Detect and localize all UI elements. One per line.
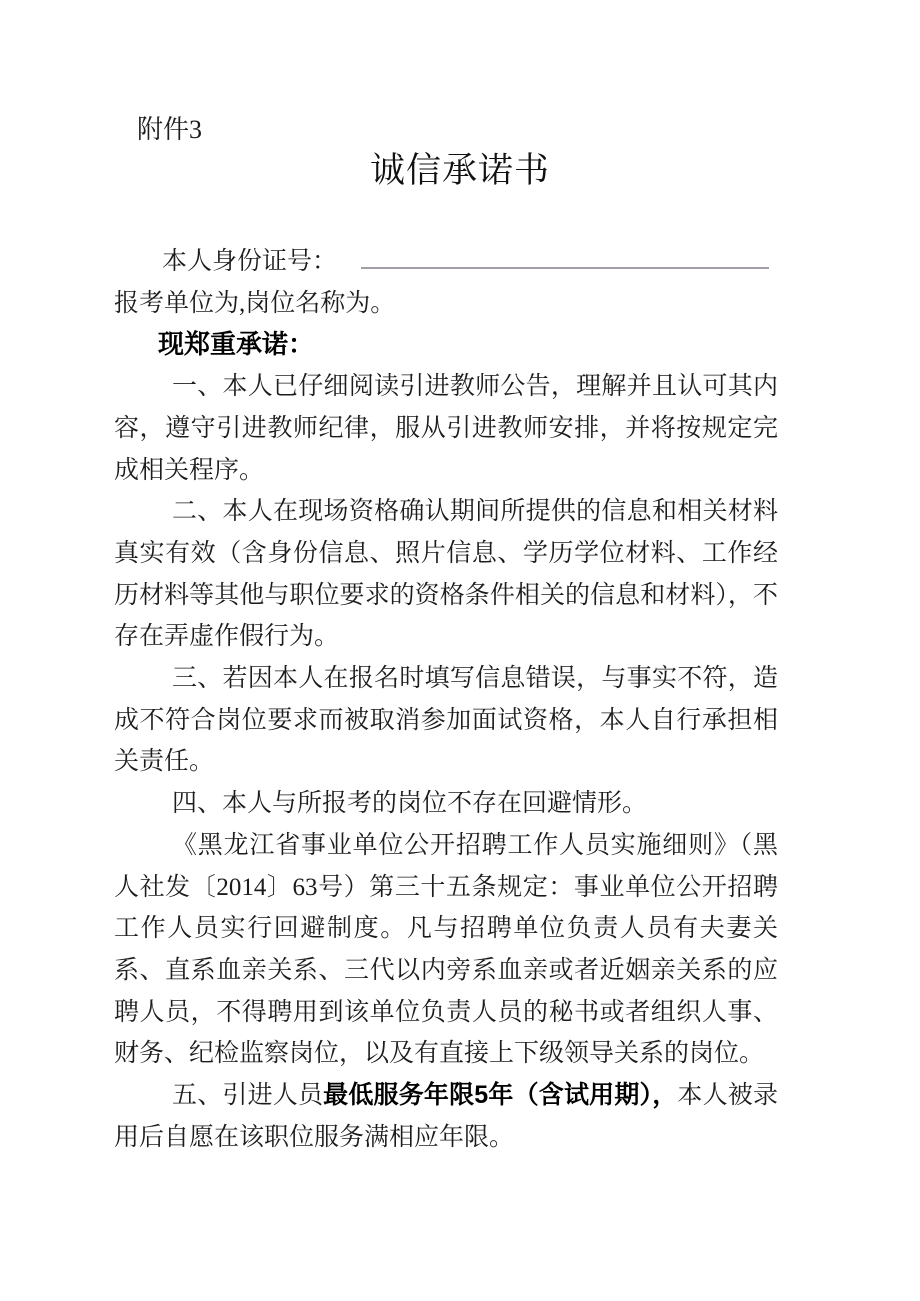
id-number-label: 本人身份证号： [162, 248, 338, 275]
paragraph-text: 二、本人在现场资格确认期间所提供的信息和相关材料真实有效（含身份信息、照片信息、学历学位材料、工作经历材料等其他与职位要求的资格条件相关的信息和材料），不存在弄虚作假行为。 [114, 498, 778, 651]
paragraph-text: 本人被录用后自愿在该职位服务满相应年限。 [114, 1082, 778, 1151]
pledge-heading: 现郑重承诺： [158, 329, 315, 360]
paragraph-item-5 [114, 1075, 778, 1158]
paragraph-item-4 [114, 783, 778, 825]
regulation-paragraph [114, 825, 778, 1075]
paragraph-item-3 [114, 658, 778, 783]
paragraph-text: 三、若因本人在报名时填写信息错误，与事实不符，造成不符合岗位要求而被取消参加面试资格，本人自行承担相关责任。 [114, 665, 778, 776]
attachment-label: 附件3 [137, 115, 203, 144]
document-body [114, 241, 778, 1158]
emphasized-service-term-text: 最低服务年限5年（含试用期）， [323, 1081, 678, 1110]
paragraph-item-2 [114, 491, 778, 658]
id-number-blank-field[interactable] [361, 242, 769, 269]
document-title: 诚信承诺书 [369, 151, 550, 190]
paragraph-text: 《黑龙江省事业单位公开招聘工作人员实施细则》（黑人社发〔2014〕63号）第三十五条规定：事业单位公开招聘工作人员实行回避制度。凡与招聘单位负责人员有夫妻关系、直系血亲关系、三代以内旁系血亲或者近姻亲关系的应聘人员，不得聘用到该单位负责人员的秘书或者组织人事、财务、纪检监察岗位，以及有直接上下级领导关系的岗位。 [114, 831, 778, 1068]
paragraph-text: 四、本人与所报考的岗位不存在回避情形。 [172, 790, 648, 818]
paragraph-item-1 [114, 366, 778, 491]
unit-position-line: 报考单位为,岗位名称为。 [114, 289, 396, 317]
paragraph-text: 五、引进人员 [172, 1082, 324, 1110]
paragraph-text: 一、本人已仔细阅读引进教师公告，理解并且认可其内容，遵守引进教师纪律，服从引进教师安排，并将按规定完成相关程序。 [114, 373, 778, 484]
id-number-line [114, 241, 778, 283]
